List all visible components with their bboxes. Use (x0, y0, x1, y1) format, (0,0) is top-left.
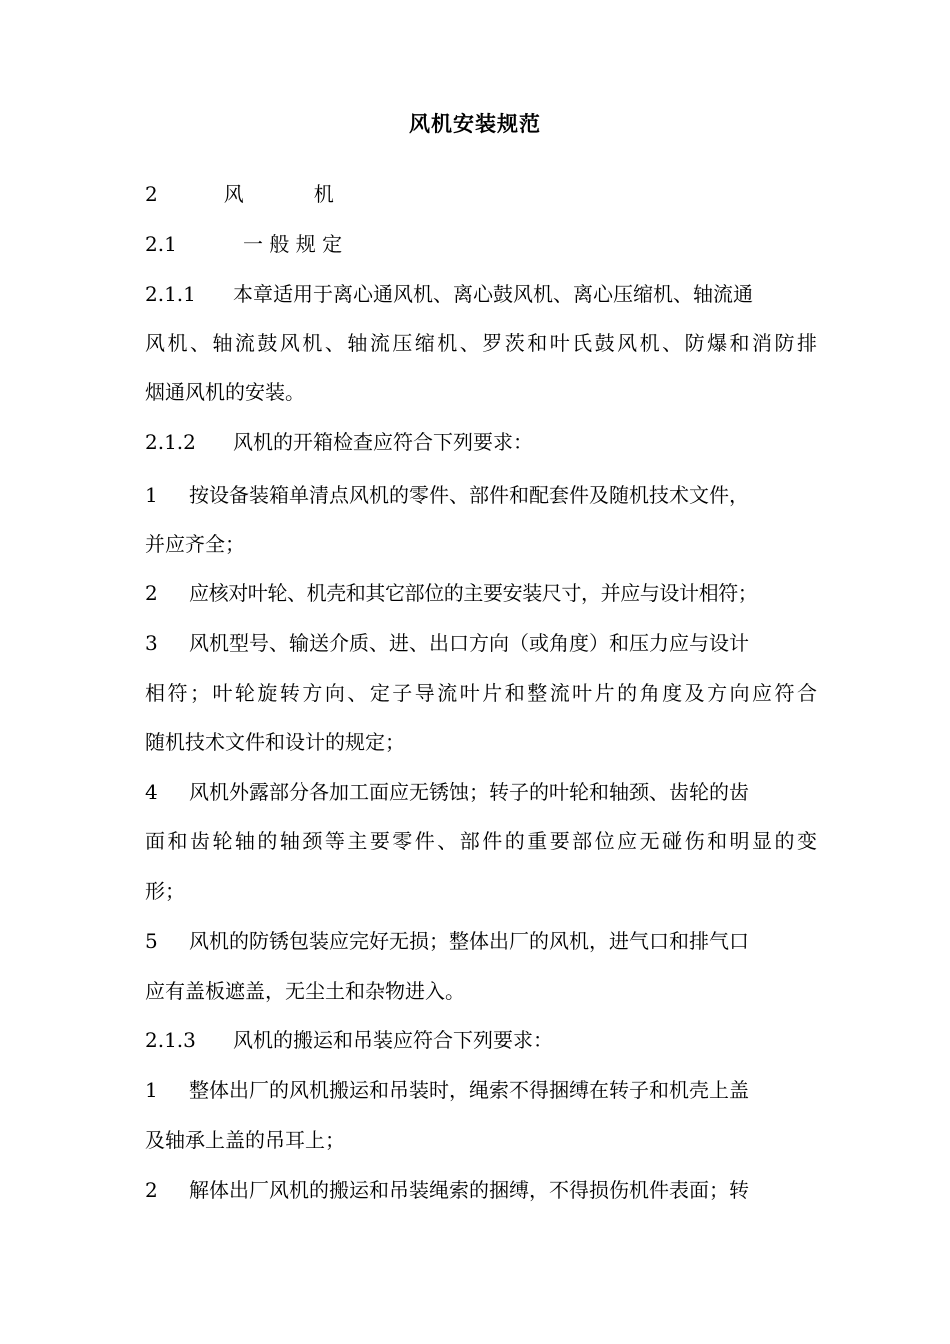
list-item (145, 1077, 749, 1103)
text-line: 形； (145, 879, 185, 903)
paragraph-2-1-2 (145, 429, 533, 455)
list-item (145, 1177, 749, 1203)
item-number: 2 (145, 1178, 158, 1202)
list-item (145, 580, 757, 606)
item-number: 4 (145, 780, 158, 804)
list-item (145, 630, 749, 656)
item-text: 整体出厂的风机搬运和吊装时，绳索不得捆缚在转子和机壳上盖 (189, 1078, 749, 1102)
item-number: 5 (145, 929, 158, 953)
text-line: 相符；叶轮旋转方向、定子导流叶片和整流叶片的角度及方向应符合 (145, 681, 817, 705)
chapter-title-char-1: 风 (223, 182, 244, 206)
text-line: 风机、轴流鼓风机、轴流压缩机、罗茨和叶氏鼓风机、防爆和消防排 (145, 331, 817, 355)
text-line: 面和齿轮轴的轴颈等主要零件、部件的重要部位应无碰伤和明显的变 (145, 829, 817, 853)
paragraph-2-1-3 (145, 1027, 553, 1053)
item-text: 风机的防锈包装应完好无损；整体出厂的风机，进气口和排气口 (189, 929, 749, 953)
chapter-heading (145, 181, 334, 207)
item-number: 1 (145, 483, 158, 507)
section-title: 一 般 规 定 (243, 232, 343, 256)
list-item (145, 779, 749, 805)
item-text: 解体出厂风机的搬运和吊装绳索的捆缚，不得损伤机件表面；转 (189, 1178, 749, 1202)
item-text: 按设备装箱单清点风机的零件、部件和配套件及随机技术文件， (189, 483, 749, 507)
item-text: 应核对叶轮、机壳和其它部位的主要安装尺寸，并应与设计相符； (189, 581, 758, 605)
section-number: 2.1 (145, 232, 177, 256)
clause-number: 2.1.3 (145, 1028, 196, 1052)
clause-text: 风机的开箱检查应符合下列要求： (233, 430, 533, 454)
document-title: 风机安装规范 (409, 111, 541, 136)
clause-number: 2.1.2 (145, 430, 196, 454)
chapter-number: 2 (145, 182, 158, 206)
text-line: 随机技术文件和设计的规定； (145, 730, 405, 754)
text-line: 应有盖板遮盖，无尘土和杂物进入。 (145, 979, 465, 1003)
list-item (145, 482, 749, 508)
clause-number: 2.1.1 (145, 282, 196, 306)
section-heading (145, 231, 342, 257)
list-item (145, 928, 749, 954)
clause-text: 风机的搬运和吊装应符合下列要求： (233, 1028, 553, 1052)
text-line: 及轴承上盖的吊耳上； (145, 1128, 345, 1152)
paragraph-2-1-1 (145, 281, 753, 307)
text-line: 烟通风机的安装。 (145, 380, 305, 404)
item-number: 3 (145, 631, 158, 655)
clause-text: 本章适用于离心通风机、离心鼓风机、离心压缩机、轴流通 (233, 282, 753, 306)
item-number: 2 (145, 581, 158, 605)
item-number: 1 (145, 1078, 158, 1102)
item-text: 风机型号、输送介质、进、出口方向（或角度）和压力应与设计 (189, 631, 749, 655)
item-text: 风机外露部分各加工面应无锈蚀；转子的叶轮和轴颈、齿轮的齿 (189, 780, 749, 804)
text-line: 并应齐全； (145, 532, 245, 556)
chapter-title-char-2: 机 (313, 182, 334, 206)
